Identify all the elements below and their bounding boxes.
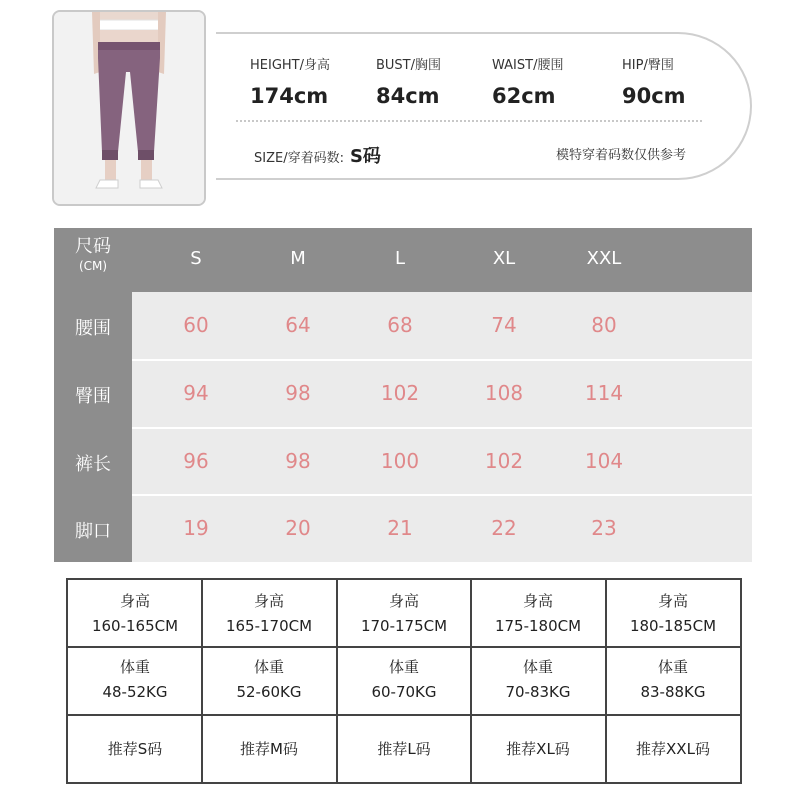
size-value-cell: 23	[591, 516, 617, 540]
corner-title: 尺码	[75, 236, 111, 257]
size-column-header: S	[190, 248, 202, 269]
size-value-cell: 104	[584, 449, 624, 473]
size-value-cell: 74	[491, 313, 517, 337]
weight-label: 体重	[119, 658, 150, 676]
recommended-size: 推荐L码	[377, 740, 431, 758]
weight-label: 体重	[657, 658, 688, 676]
weight-label: 体重	[388, 658, 419, 676]
size-value-cell: 19	[183, 516, 209, 540]
size-corner-cell	[54, 236, 132, 274]
model-figure-image	[54, 12, 204, 204]
dotted-divider	[236, 120, 702, 122]
size-chart-table	[54, 228, 752, 562]
measurement-value: 62cm	[492, 84, 556, 108]
height-label: 身高	[119, 592, 150, 610]
reference-note: 模特穿着码数仅供参考	[555, 148, 686, 163]
measure-row-label: 腰围	[75, 318, 111, 339]
size-column-header: XXL	[586, 248, 622, 269]
measure-row-label: 臀围	[75, 386, 111, 407]
height-label: 身高	[253, 592, 284, 610]
measurement-label: HIP/臀围	[622, 58, 674, 73]
measurement-value: 90cm	[622, 84, 686, 108]
weight-label: 体重	[522, 658, 553, 676]
size-value-cell: 22	[491, 516, 517, 540]
height-range: 170-175CM	[360, 617, 448, 635]
height-range: 160-165CM	[91, 617, 179, 635]
weight-range: 83-88KG	[640, 683, 706, 701]
weight-range: 52-60KG	[236, 683, 302, 701]
weight-label: 体重	[253, 658, 284, 676]
weight-range: 48-52KG	[102, 683, 168, 701]
measurement-label: BUST/胸围	[376, 58, 442, 73]
measurement-value: 84cm	[376, 84, 440, 108]
height-label: 身高	[388, 592, 419, 610]
model-size-label: SIZE/穿着码数:	[254, 151, 344, 166]
size-value-cell: 68	[387, 313, 413, 337]
size-value-cell: 21	[387, 516, 413, 540]
height-label: 身高	[657, 592, 688, 610]
grid-row-divider	[68, 714, 740, 716]
height-range: 180-185CM	[629, 617, 717, 635]
recommended-size: 推荐M码	[240, 740, 298, 758]
size-value-cell: 20	[285, 516, 311, 540]
grid-row-divider	[68, 646, 740, 648]
size-value-cell: 114	[584, 381, 624, 405]
size-value-cell: 102	[484, 449, 524, 473]
size-value-cell: 64	[285, 313, 311, 337]
recommended-size: 推荐S码	[107, 740, 163, 758]
size-value-cell: 108	[484, 381, 524, 405]
size-value-cell: 98	[285, 449, 311, 473]
recommended-size: 推荐XXL码	[636, 740, 710, 758]
size-value-cell: 80	[591, 313, 617, 337]
measurement-label: WAIST/腰围	[492, 58, 564, 73]
height-range: 175-180CM	[494, 617, 582, 635]
size-column-header: M	[290, 248, 306, 269]
size-value-cell: 60	[183, 313, 209, 337]
model-measurements-card	[216, 32, 752, 180]
measure-row-label: 脚口	[75, 521, 111, 542]
size-value-cell: 102	[380, 381, 420, 405]
size-column-header: XL	[492, 248, 516, 269]
measurement-label: HEIGHT/身高	[250, 58, 330, 73]
recommendation-grid	[66, 578, 742, 784]
weight-range: 60-70KG	[371, 683, 437, 701]
measure-row-label: 裤长	[75, 454, 111, 475]
model-size-row	[254, 142, 381, 168]
row-divider	[132, 427, 752, 429]
measurement-value: 174cm	[250, 84, 329, 108]
size-column-header: L	[394, 248, 406, 269]
weight-range: 70-83KG	[505, 683, 571, 701]
recommended-size: 推荐XL码	[506, 740, 570, 758]
row-divider	[132, 359, 752, 361]
corner-unit: (CM)	[78, 259, 108, 273]
model-photo	[52, 10, 206, 206]
model-size-value: S码	[349, 146, 381, 167]
height-label: 身高	[522, 592, 553, 610]
size-value-cell: 94	[183, 381, 209, 405]
row-divider	[132, 494, 752, 496]
height-range: 165-170CM	[225, 617, 313, 635]
size-value-cell: 100	[380, 449, 420, 473]
size-value-cell: 96	[183, 449, 209, 473]
size-value-cell: 98	[285, 381, 311, 405]
